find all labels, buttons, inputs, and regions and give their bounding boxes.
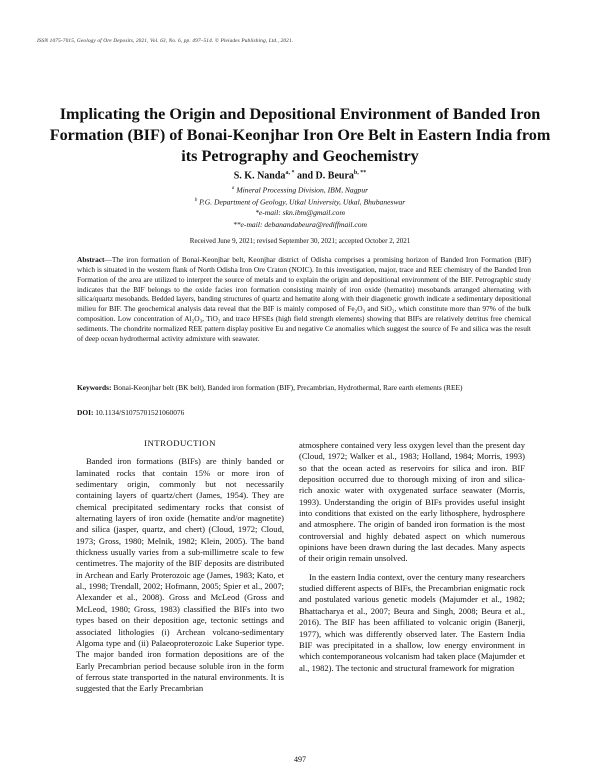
keywords-label: Keywords:: [77, 383, 112, 392]
left-column: [76, 438, 284, 695]
email-1: *e-mail: skn.ibm@gmail.com: [255, 208, 345, 217]
abstract-text: —The iron formation of Bonai-Keonjhar belt, Keonjhar district of Odisha comprises a promising horizon of Banded Iron Formation (BIF) which is situated in the western flank of North Odisha Iron Ore Craton (NOIC). In this investigation, major, trace and REE chemistry of the Banded Iron Formation of the area are utilized to interpret the source of metals and to explain the origin and depositional environment of the BIF. Petrographic study indicates that the BIF belongs to the oxide facies iron formation consisting mainly of iron oxide (hematite) mesobands arranged alternating with silica/quartz mesobands. Bedded layers, banding structures of quartz and hematite along with their diagenetic growth indicate a sedimentary depositional milieu for BIF. The geochemical analysis data reveal that the BIF is mainly composed of Fe₂O₃ and SiO₂, which constitute more than 97% of the bulk composition. Low concentration of Al₂O₃, TiO₂ and trace HFSEs (high field strength elements) showing that BIFs are relatively detritus free chemical sediments. The chondrite normalized REE pattern display positive Eu and negative Ce anomalies which suggest the source of Fe and silica was the result of deep ocean hydrothermal activity admixture with seawater.: [77, 255, 531, 343]
intro-paragraph-1-cont: atmosphere contained very less oxygen level than the present day (Cloud, 1972; Walker et al., 1983; Holland, 1984; Morris, 1993) so that the ocean acted as reservoirs for silica and iron. BIF deposition occurred due to thorough mixing of iron and silica-rich anoxic water with oxygenated surface seawater (Morris, 1993). Understanding the origin of BIFs provides useful insight into conditions that existed on the early lithosphere, hydrosphere and atmosphere. The origin of banded iron formation is the most controversial and highly debated aspect on which numerous opinions have been drawn during the last decades. Many aspects of their origin remain unsolved.: [299, 440, 525, 564]
email-2: **e-mail: debanandabeura@rediffmail.com: [232, 220, 368, 229]
abstract-label: Abstract: [77, 255, 105, 264]
author-2-mark: b, **: [353, 170, 367, 176]
intro-paragraph-2: In the eastern India context, over the century many researchers studied different aspects of BIFs, the Precambrian enigmatic rock and postulated various genetic models (Majumder et al., 1982; Bhattacharya et al., 2007; Beura and Singh, 2008; Beura et al., 2016). The BIF has been affiliated to volcanic origin (Banerji, 1977), which was differently observed later. The Eastern India BIF was precipitated in a shallow, low energy environment in which contemporaneous volcanism had taken place (Majumder et al., 1982). The tectonic and structural framework for migration: [299, 571, 525, 673]
doi-label: DOI:: [77, 408, 94, 417]
affiliation-mark: b: [194, 198, 198, 203]
page-number: 497: [294, 755, 306, 764]
right-column: [299, 440, 525, 674]
journal-header: ISSN 1075-7015, Geology of Ore Deposits, 2021, Vol. 63, No. 6, pp. 497–514. © Pleiades Publishing, Ltd., 2021.: [37, 38, 294, 44]
affiliation-mark: a: [231, 186, 235, 191]
affiliation-text: Mineral Processing Division, IBM, Nagpur: [234, 185, 369, 195]
keywords-text: Bonai-Keonjhar belt (BK belt), Banded iron formation (BIF), Precambrian, Hydrothermal, Rare earth elements (REE): [111, 383, 463, 392]
keywords: [77, 383, 531, 393]
doi: [77, 408, 531, 417]
author-2: and D. Beura: [294, 170, 354, 182]
intro-paragraph-1: Banded iron formations (BIFs) are thinly banded or laminated rocks that contain 15% or more iron of sedimentary origin, commonly but not necessarily containing layers of quartz/chert (James, 1954). They are chemical precipitated sedimentary rocks that consist of alternating layers of iron oxide (hematite and/or magnetite) and silica (jasper, quartz, and chert) (Cloud, 1972; Cloud, 1973; Gross, 1980; Melnik, 1982; Klein, 2005). The band thickness usually varies from a sub-millimetre scale to few centimetres. The majority of the BIF deposits are distributed in Archean and Early Proterozoic age (James, 1983; Kato, et al., 1998; Trendall, 2002; Hofmann, 2005; Spier et al., 2007; Alexander et al., 2008). Gross and McLeod (Gross and McLeod, 1980; Gross, 1983) classified the BIFs into two types based on their deposition age, tectonic settings and associated lithologies (i) Archean volcano-sedimentary Algoma type and (ii) Palaeoproterozoic Lake Superior type. The major banded iron formation depositions are of the Early Precambrian period because soluble iron in the form of ferrous state transported in the natural environments. It is suggested that the Early Precambrian: [76, 456, 284, 694]
received-dates: Received June 9, 2021; revised September 30, 2021; accepted October 2, 2021: [189, 237, 411, 245]
author-1: S. K. Nanda: [233, 170, 286, 182]
doi-link[interactable]: 10.1134/S1075701521060076: [93, 408, 185, 417]
authors-line: [0, 170, 600, 181]
section-title-introduction: INTRODUCTION: [144, 438, 216, 448]
abstract: [77, 255, 531, 344]
article-title: Implicating the Origin and Depositional Environment of Banded Iron Formation (BIF) of Bonai-Keonjhar Iron Ore Belt in Eastern India from its Petrography and Geochemistry: [49, 105, 551, 165]
author-1-mark: a, *: [285, 170, 295, 176]
affiliation-text: P.G. Department of Geology, Utkal University, Utkal, Bhubaneswar: [197, 197, 406, 207]
